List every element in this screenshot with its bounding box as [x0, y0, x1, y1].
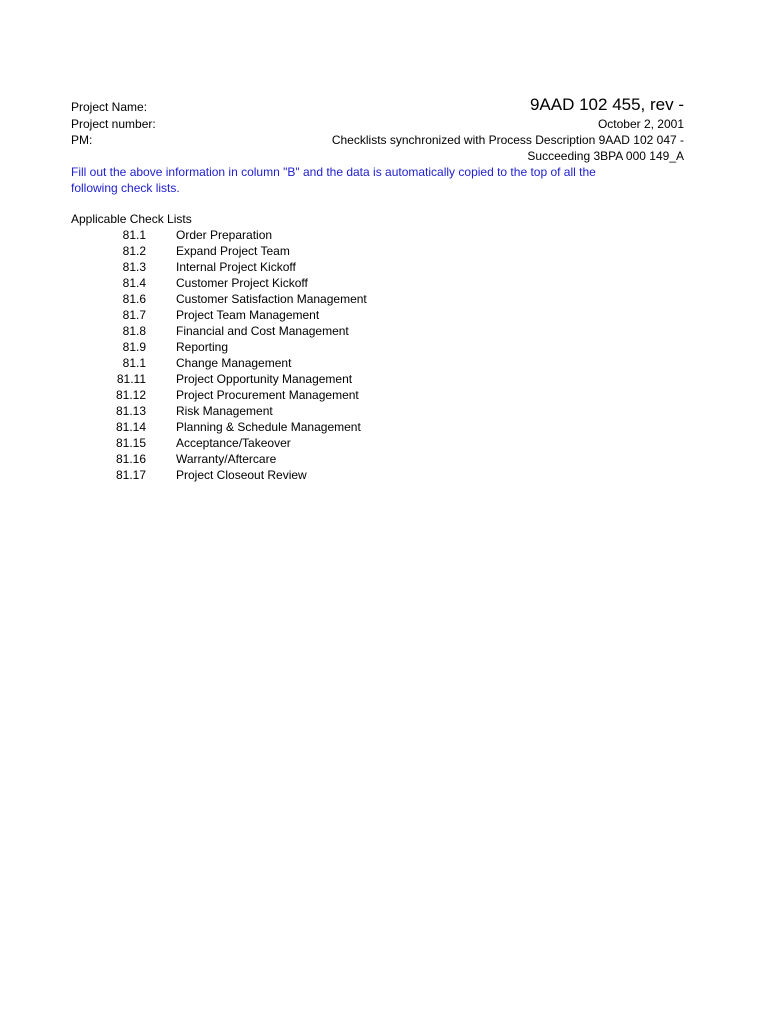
- checklist-heading: Applicable Check Lists: [71, 212, 192, 226]
- project-number-label: Project number:: [71, 117, 156, 131]
- checklist-item-name: Customer Satisfaction Management: [176, 292, 367, 306]
- checklist-item-number: 81.17: [115, 468, 146, 482]
- checklist-item: [71, 467, 367, 483]
- checklist-item-name: Customer Project Kickoff: [176, 276, 308, 290]
- document-date: October 2, 2001: [597, 117, 684, 131]
- checklist-item-name: Financial and Cost Management: [176, 324, 349, 338]
- checklist-item-name: Warranty/Aftercare: [176, 452, 277, 466]
- sync-line: Checklists synchronized with Process Description 9AAD 102 047 -: [331, 133, 684, 147]
- checklist-item-number: 81.1: [122, 228, 146, 242]
- instruction-note: Fill out the above information in column "B" and the data is automatically copied to the top of all the following check lists.: [71, 165, 596, 195]
- checklist-item: [71, 355, 367, 371]
- checklist-item-name: Project Closeout Review: [176, 468, 307, 482]
- checklist-item: [71, 275, 367, 291]
- succeeding-line: Succeeding 3BPA 000 149_A: [527, 149, 684, 163]
- document-id: 9AAD 102 455, rev -: [529, 95, 684, 114]
- checklist-item: [71, 291, 367, 307]
- checklist-item-name: Project Opportunity Management: [176, 372, 353, 386]
- checklist-item: [71, 419, 367, 435]
- checklist-item-number: 81.8: [122, 324, 146, 338]
- checklist-item-number: 81.1: [122, 356, 146, 370]
- checklist-item: [71, 243, 367, 259]
- checklist-item-name: Acceptance/Takeover: [176, 436, 291, 450]
- checklist-item: [71, 387, 367, 403]
- checklist-item: [71, 323, 367, 339]
- checklist-item-name: Internal Project Kickoff: [176, 260, 296, 274]
- checklist-item: [71, 451, 367, 467]
- checklist-item-number: 81.12: [115, 388, 146, 402]
- project-name-label: Project Name:: [71, 100, 148, 114]
- checklist-item-number: 81.16: [115, 452, 146, 466]
- checklist-item: [71, 403, 367, 419]
- checklist-item-number: 81.3: [122, 260, 146, 274]
- checklist-item: [71, 259, 367, 275]
- checklist-item-number: 81.11: [116, 372, 146, 386]
- checklist-item-number: 81.7: [122, 308, 146, 322]
- checklist-item: [71, 339, 367, 355]
- checklist-item-number: 81.4: [122, 276, 146, 290]
- checklist-item: [71, 435, 367, 451]
- pm-label: PM:: [71, 133, 93, 147]
- checklist-item-number: 81.2: [122, 244, 146, 258]
- checklist-item: [71, 307, 367, 323]
- checklist-item-name: Change Management: [176, 356, 292, 370]
- checklist-item-number: 81.6: [122, 292, 146, 306]
- checklist-item: [71, 227, 367, 243]
- checklist-item-number: 81.9: [122, 340, 146, 354]
- checklist-item-name: Expand Project Team: [176, 244, 290, 258]
- checklist-list: [71, 227, 367, 483]
- checklist-item-name: Project Procurement Management: [176, 388, 359, 402]
- checklist-item-name: Project Team Management: [176, 308, 320, 322]
- checklist-item-name: Risk Management: [176, 404, 273, 418]
- checklist-item-name: Order Preparation: [176, 228, 273, 242]
- checklist-item-name: Planning & Schedule Management: [176, 420, 361, 434]
- checklist-item-number: 81.13: [115, 404, 146, 418]
- checklist-item: [71, 371, 367, 387]
- checklist-item-name: Reporting: [176, 340, 229, 354]
- checklist-item-number: 81.15: [115, 436, 146, 450]
- checklist-item-number: 81.14: [115, 420, 146, 434]
